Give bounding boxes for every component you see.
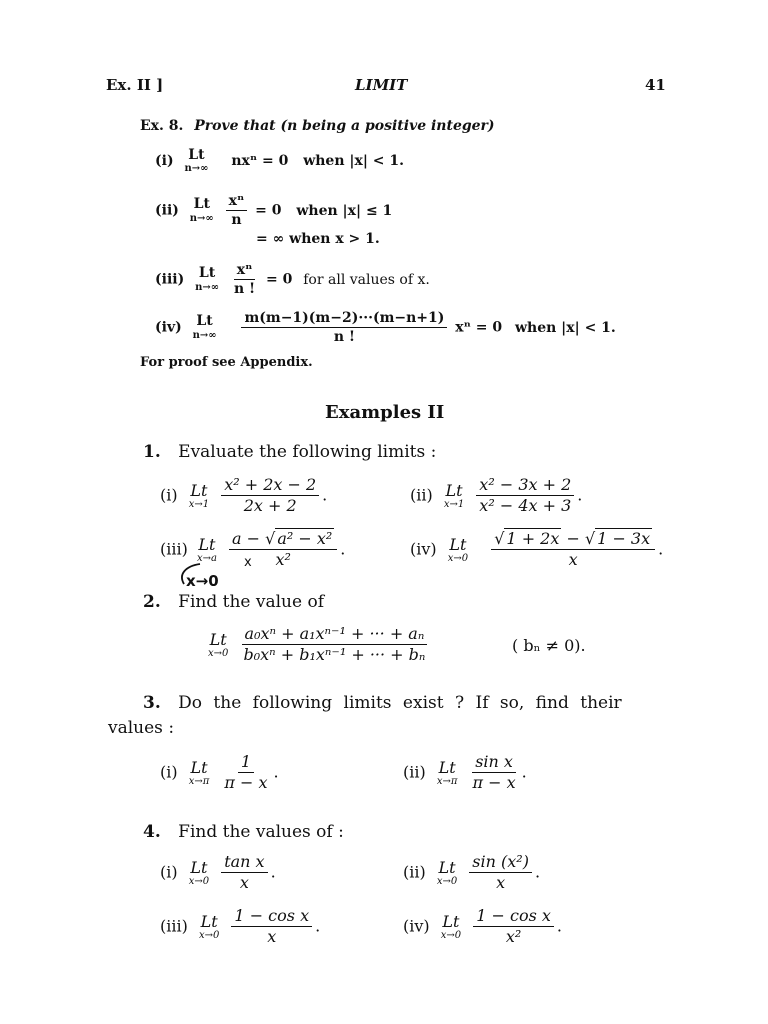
expression: = 0 bbox=[266, 271, 293, 288]
fraction bbox=[240, 625, 428, 665]
section-title: Examples II bbox=[325, 402, 445, 423]
q3-part-i: (i) Lt x→π $\frac{1}{\pi - x}$ . bbox=[160, 752, 279, 793]
handwritten-mark-x: x bbox=[244, 555, 252, 570]
question-text: Do the following limits exist ? If so, find their bbox=[178, 693, 622, 713]
limit-word: Lt bbox=[198, 534, 216, 554]
running-head-title: LIMIT bbox=[355, 76, 408, 94]
radicand: 1 + 2x bbox=[506, 529, 560, 548]
limit-word: Lt bbox=[209, 629, 227, 649]
numerator: tan x bbox=[221, 853, 267, 873]
numerator: sin x bbox=[472, 753, 516, 773]
condition: when |x| < 1. bbox=[514, 319, 616, 336]
numerator: m(m−1)(m−2)···(m−n+1) bbox=[241, 310, 447, 328]
limit-operator bbox=[199, 913, 219, 942]
proof-note: For proof see Appendix. bbox=[140, 355, 313, 370]
limit-operator bbox=[193, 314, 217, 340]
limit-subscript: x→0 bbox=[440, 930, 462, 942]
limit-word: Lt bbox=[193, 196, 210, 213]
limit-subscript: x→0 bbox=[447, 553, 469, 565]
expression: xⁿ = 0 bbox=[455, 319, 503, 336]
limit-operator bbox=[441, 913, 461, 942]
limit-operator bbox=[208, 631, 228, 660]
fraction bbox=[473, 907, 554, 947]
expression: = 0 bbox=[255, 202, 282, 219]
limit-subscript: x→π bbox=[188, 776, 210, 788]
numerator: a − √ a² − x² bbox=[229, 530, 337, 550]
q4-part-iv: (iv) Lt x→0 $\frac{\text{1 − cos x}}{\text{x²}}$ . bbox=[403, 906, 562, 947]
fraction bbox=[226, 193, 248, 228]
part-number: (i) bbox=[160, 485, 178, 505]
handwritten-annotation: x→0 bbox=[186, 572, 219, 590]
running-head-left: Ex. II ] bbox=[106, 76, 164, 94]
denominator: x² bbox=[505, 927, 522, 947]
ex8-item-ii bbox=[155, 193, 392, 228]
denominator: 2x + 2 bbox=[243, 496, 297, 516]
item-number: (ii) bbox=[155, 202, 179, 219]
limit-subscript: x→1 bbox=[188, 499, 210, 511]
q3-heading-cont: values : bbox=[108, 718, 175, 738]
limit-word: Lt bbox=[445, 480, 463, 500]
limit-word: Lt bbox=[198, 265, 216, 282]
limit-subscript: n→∞ bbox=[195, 281, 220, 293]
question-number: 4. bbox=[143, 822, 161, 842]
q1-part-i: (i) Lt x→1 $\frac{\text{x² + 2x − 2}}{2x + 2}$ . bbox=[160, 475, 328, 516]
numerator: 1 − cos x bbox=[231, 907, 312, 927]
numerator: xⁿ bbox=[226, 193, 248, 211]
limit-subscript: x→1 bbox=[443, 499, 465, 511]
denominator: n ! bbox=[333, 329, 356, 346]
item-number: (i) bbox=[155, 153, 174, 170]
denominator: b₀xⁿ + b₁xⁿ⁻¹ + ··· + bₙ bbox=[243, 645, 426, 665]
ex8-label: Ex. 8. bbox=[140, 118, 184, 134]
ex8-item-iv bbox=[155, 310, 616, 345]
fraction bbox=[241, 310, 447, 345]
part-number: (iii) bbox=[160, 539, 188, 559]
denominator: x bbox=[267, 927, 277, 947]
denominator: x bbox=[239, 873, 249, 893]
part-number: (iv) bbox=[403, 916, 430, 936]
q1-heading bbox=[143, 442, 436, 462]
denominator: n ! bbox=[233, 281, 256, 298]
numerator: x² − 3x + 2 bbox=[476, 476, 574, 496]
fraction bbox=[231, 262, 258, 297]
fraction bbox=[221, 753, 270, 793]
part-number: (ii) bbox=[410, 485, 433, 505]
limit-subscript: x→0 bbox=[188, 876, 210, 888]
numerator: 1 bbox=[238, 753, 254, 773]
limit-word: Lt bbox=[188, 147, 205, 163]
limit-word: Lt bbox=[449, 534, 467, 554]
numerator: xⁿ bbox=[234, 262, 256, 280]
numerator: sin (x²) bbox=[469, 853, 532, 873]
limit-subscript: n→∞ bbox=[189, 212, 214, 224]
denominator: π − x bbox=[472, 773, 516, 793]
fraction bbox=[231, 907, 312, 947]
q4-part-ii: (ii) Lt x→0 $\frac{\text{sin (x²)}}{x}$ . bbox=[403, 852, 541, 893]
limit-operator bbox=[195, 266, 219, 292]
part-number: (i) bbox=[160, 862, 178, 882]
limit-operator bbox=[437, 759, 458, 788]
ex8-item-i bbox=[155, 148, 404, 174]
denominator: π − x bbox=[224, 773, 268, 793]
question-number: 2. bbox=[143, 592, 161, 612]
item-number: (iv) bbox=[155, 319, 182, 336]
limit-operator bbox=[189, 859, 209, 888]
limit-subscript: x→0 bbox=[198, 930, 220, 942]
denominator: x² − 4x + 3 bbox=[479, 496, 572, 516]
condition: when |x| ≤ 1 bbox=[296, 202, 393, 219]
item-number: (iii) bbox=[155, 271, 185, 288]
q3-heading bbox=[143, 693, 683, 713]
condition: for all values of x. bbox=[303, 271, 430, 288]
denominator: n bbox=[231, 212, 242, 229]
denominator: x bbox=[496, 873, 506, 893]
limit-word: Lt bbox=[200, 911, 218, 931]
part-number: (i) bbox=[160, 762, 178, 782]
limit-word: Lt bbox=[438, 857, 456, 877]
q4-part-i: (i) Lt x→0 $\frac{\text{tan x}}{x}$ . bbox=[160, 852, 276, 893]
limit-operator bbox=[437, 859, 457, 888]
limit-word: Lt bbox=[442, 911, 460, 931]
numerator: 1 − cos x bbox=[473, 907, 554, 927]
fraction bbox=[221, 853, 267, 893]
ex8-item-ii-cond2: = ∞ when x > 1. bbox=[256, 231, 380, 247]
fraction bbox=[221, 476, 319, 516]
question-text: Evaluate the following limits : bbox=[178, 442, 437, 462]
page-number: 41 bbox=[645, 76, 666, 94]
limit-operator bbox=[189, 482, 209, 511]
q2-heading bbox=[143, 592, 324, 612]
limit-subscript: x→0 bbox=[436, 876, 458, 888]
numerator: √ 1 + 2x − √ 1 − 3x bbox=[491, 530, 655, 550]
numerator: a₀xⁿ + a₁xⁿ⁻¹ + ··· + aₙ bbox=[242, 625, 428, 645]
limit-word: Lt bbox=[190, 857, 208, 877]
question-text: Find the values of : bbox=[178, 822, 344, 842]
radicand: 1 − 3x bbox=[597, 529, 651, 548]
radicand: a² − x² bbox=[277, 529, 333, 548]
limit-word: Lt bbox=[190, 757, 208, 777]
limit-subscript: n→∞ bbox=[184, 163, 209, 175]
numerator: x² + 2x − 2 bbox=[221, 476, 319, 496]
limit-operator bbox=[189, 759, 210, 788]
part-number: (ii) bbox=[403, 862, 426, 882]
expression: nxⁿ = 0 bbox=[231, 153, 289, 170]
limit-word: Lt bbox=[196, 313, 213, 330]
limit-word: Lt bbox=[438, 757, 456, 777]
ex8-statement: Prove that (n being a positive integer) bbox=[194, 118, 495, 134]
limit-operator bbox=[448, 536, 468, 565]
q4-heading bbox=[143, 822, 344, 842]
fraction bbox=[476, 476, 574, 516]
handwritten-curve-icon bbox=[176, 560, 206, 588]
limit-word: Lt bbox=[190, 480, 208, 500]
denominator: x bbox=[568, 550, 578, 570]
question-number: 1. bbox=[143, 442, 161, 462]
limit-subscript: x→a bbox=[196, 553, 217, 565]
ex8-item-iii bbox=[155, 262, 430, 297]
limit-operator bbox=[444, 482, 464, 511]
fraction bbox=[491, 530, 655, 570]
question-text: Find the value of bbox=[178, 592, 324, 612]
limit-subscript: n→∞ bbox=[192, 329, 217, 341]
q1-part-iii: (iii) Lt x→a $\frac{\text{a − √ a² − x²}}{\text{x²}}$ . bbox=[160, 529, 346, 570]
fraction bbox=[469, 853, 532, 893]
q1-part-ii: (ii) Lt x→1 $\frac{\text{x² − 3x + 2}}{\text{x² − 4x + 3}}$ . bbox=[410, 475, 583, 516]
q2-expression bbox=[208, 625, 431, 665]
condition: when |x| < 1. bbox=[303, 153, 405, 170]
q2-condition: ( bₙ ≠ 0). bbox=[512, 636, 586, 655]
limit-operator bbox=[184, 148, 208, 174]
ex8-heading bbox=[140, 118, 495, 134]
limit-subscript: x→π bbox=[436, 776, 458, 788]
numerator-term: a − bbox=[232, 529, 261, 548]
limit-subscript: x→0 bbox=[208, 648, 229, 660]
part-number: (iii) bbox=[160, 916, 188, 936]
question-number: 3. bbox=[143, 693, 161, 713]
q1-part-iv: (iv) Lt x→0 $\frac{√ 1 + 2x - √ 1 - 3x}{x}$ . bbox=[410, 529, 664, 570]
q4-part-iii: (iii) Lt x→0 $\frac{\text{1 − cos x}}{x}$ . bbox=[160, 906, 321, 947]
part-number: (ii) bbox=[403, 762, 426, 782]
part-number: (iv) bbox=[410, 539, 437, 559]
denominator: x² bbox=[275, 550, 291, 570]
limit-operator bbox=[190, 197, 214, 223]
fraction bbox=[470, 753, 519, 793]
q3-part-ii: (ii) Lt x→π $\frac{\text{sin x}}{\pi - x}$ . bbox=[403, 752, 527, 793]
